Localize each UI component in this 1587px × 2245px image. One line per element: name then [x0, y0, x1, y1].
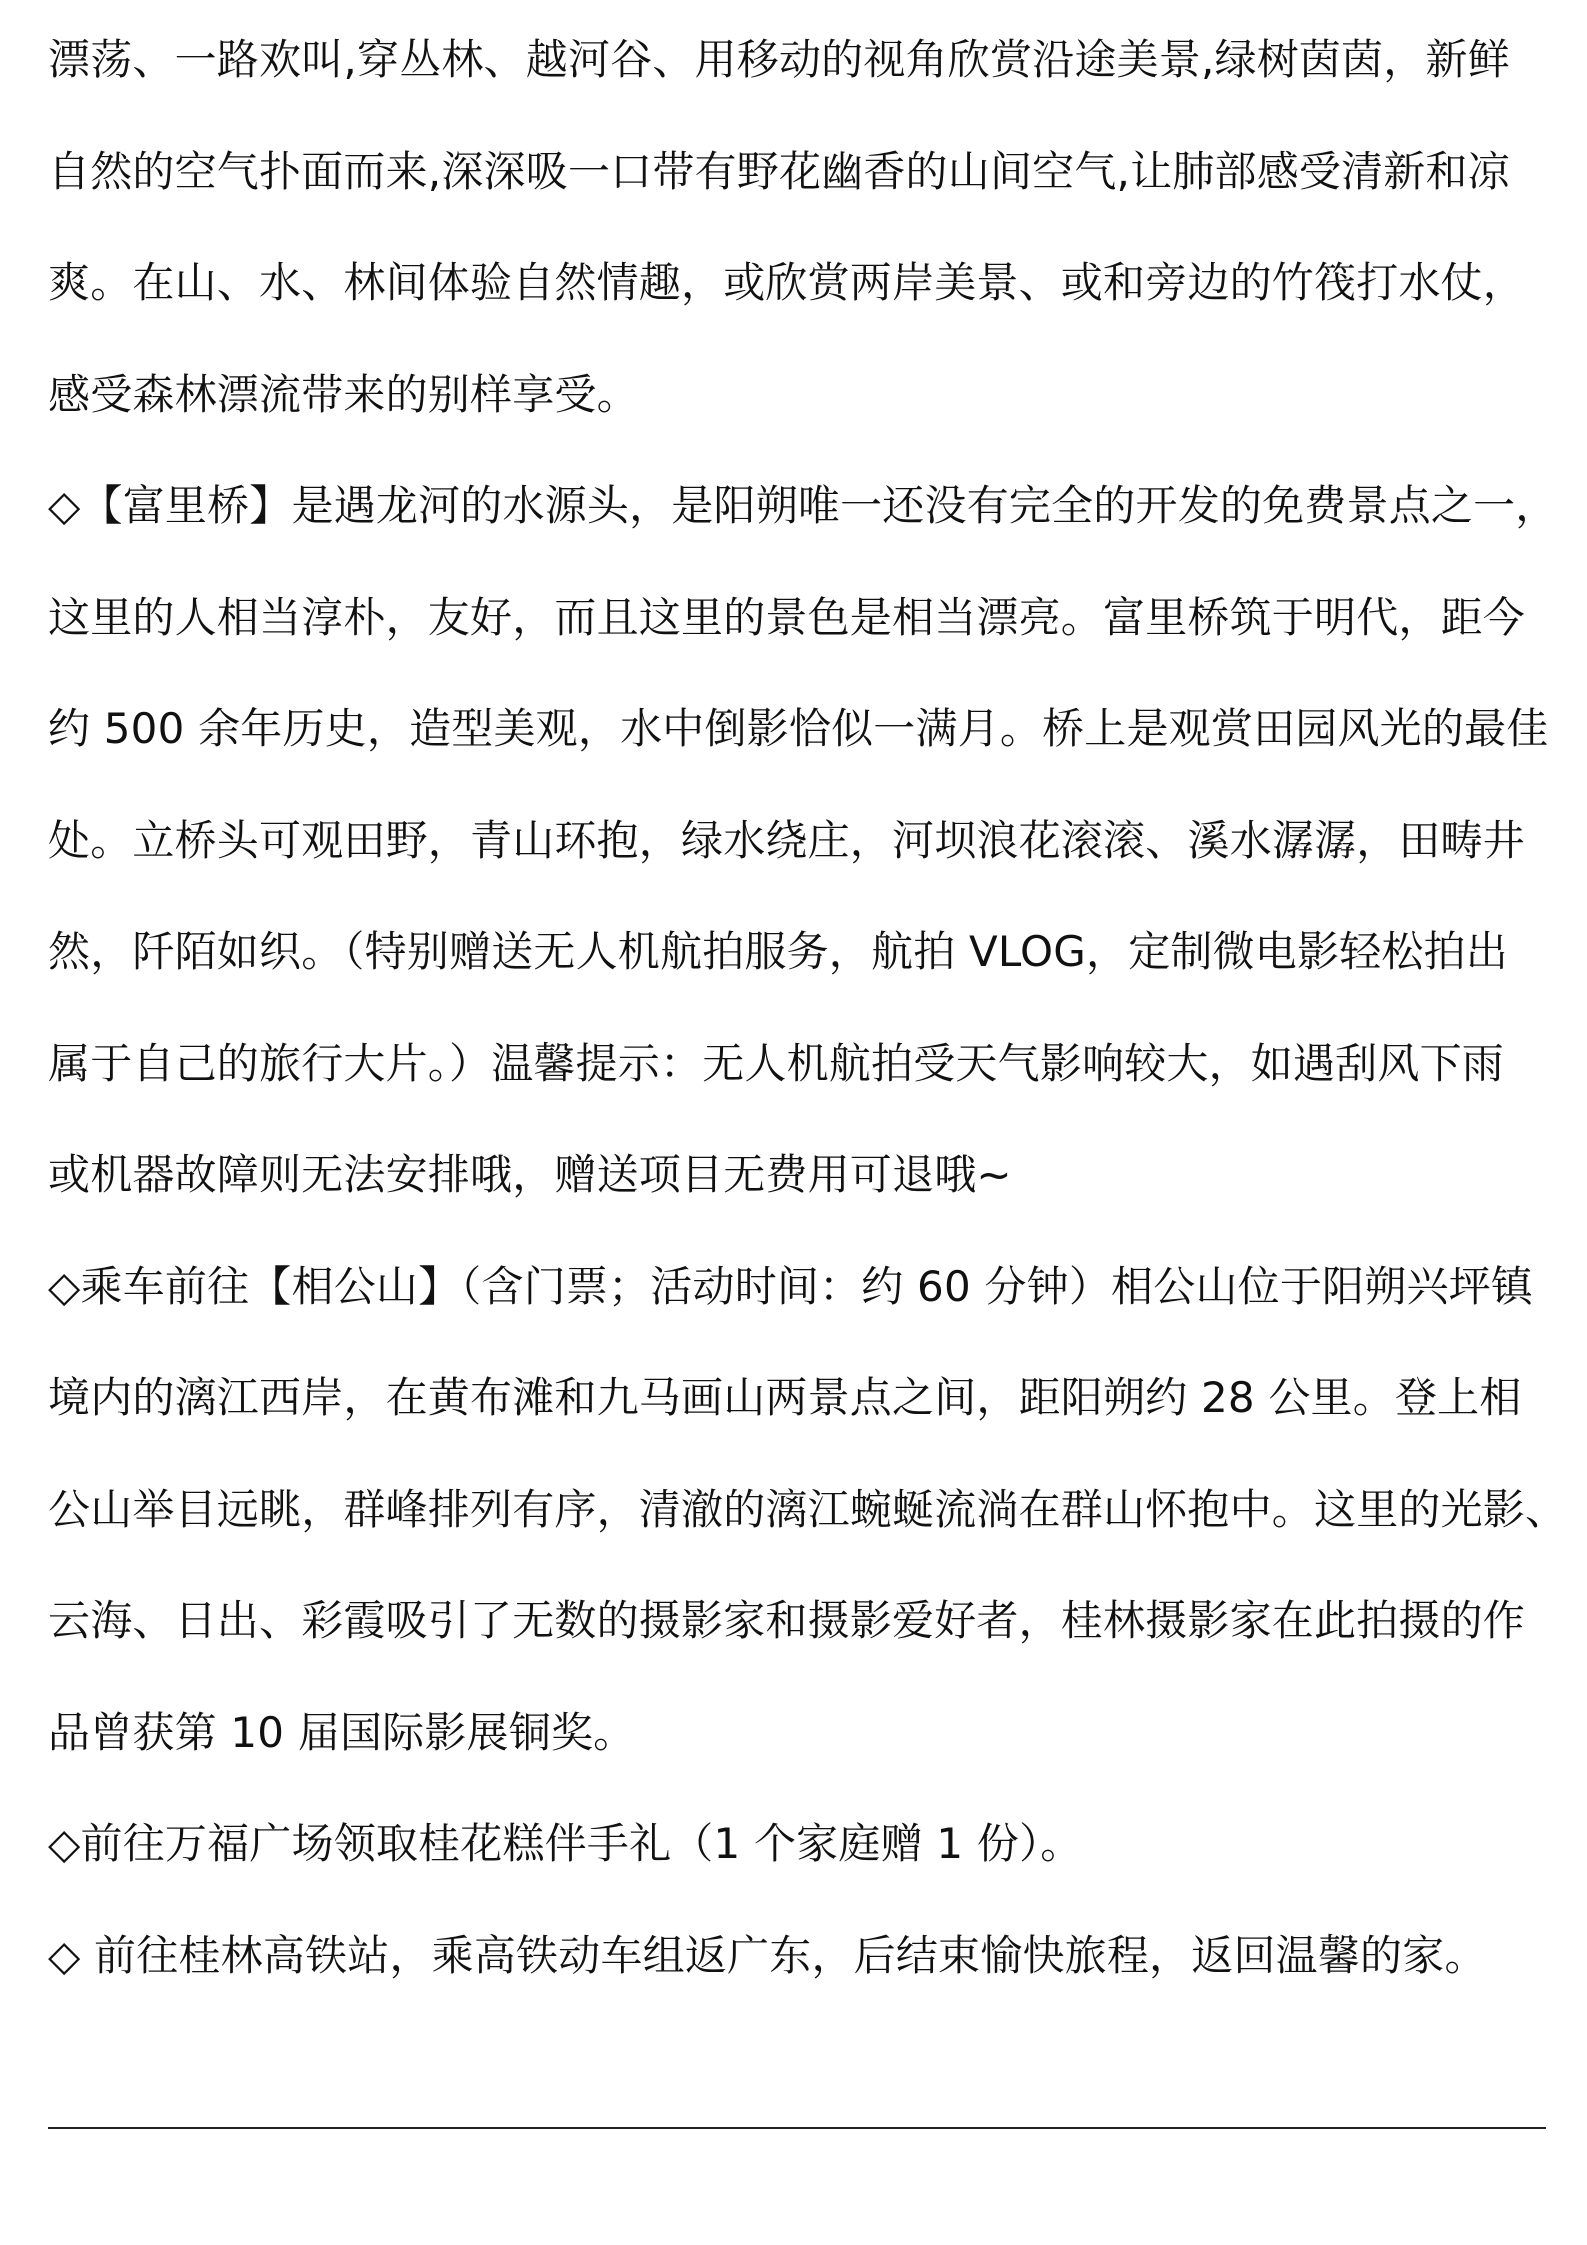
text-line: 爽。在山、水、林间体验自然情趣，或欣赏两岸美景、或和旁边的竹筏打水仗，: [48, 258, 1526, 307]
text-line: ◇ 前往桂林高铁站，乘高铁动车组返广东，后结束愉快旅程，返回温馨的家。: [48, 1930, 1487, 1980]
text-line: 云海、日出、彩霞吸引了无数的摄影家和摄影爱好者，桂林摄影家在此拍摄的作: [48, 1596, 1526, 1645]
text-line: 漂荡、一路欢叫,穿丛林、越河谷、用移动的视角欣赏沿途美景,绿树茵茵，新鲜: [48, 35, 1510, 84]
text-line: 约 500 余年历史，造型美观，水中倒影恰似一满月。桥上是观赏田园风光的最佳: [48, 704, 1549, 753]
text-line: 处。立桥头可观田野，青山环抱，绿水绕庄，河坝浪花滚滚、溪水潺潺，田畴井: [48, 815, 1526, 865]
text-line: ◇乘车前往【相公山】（含门票；活动时间：约 60 分钟）相公山位于阳朔兴坪镇: [48, 1261, 1534, 1311]
text-line: 这里的人相当淳朴，友好，而且这里的景色是相当漂亮。富里桥筑于明代，距今: [48, 592, 1526, 642]
text-line: ◇前往万福广场领取桂花糕伴手礼（1 个家庭赠 1 份）。: [48, 1819, 1083, 1868]
text-line: 品曾获第 10 届国际影展铜奖。: [48, 1707, 636, 1757]
text-line: 属于自己的旅行大片。）温馨提示：无人机航拍受天气影响较大，如遇刮风下雨: [48, 1038, 1505, 1088]
text-line: 公山举目远眺，群峰排列有序，清澈的漓江蜿蜒流淌在群山怀抱中。这里的光影、: [48, 1484, 1568, 1534]
text-line: 自然的空气扑面而来,深深吸一口带有野花幽香的山间空气,让肺部感受清新和凉: [48, 146, 1510, 196]
footer-divider: [48, 2127, 1546, 2129]
document-body: [48, 32, 1568, 2039]
text-line: 或机器故障则无法安排哦，赠送项目无费用可退哦~: [48, 1150, 1012, 1199]
text-line: 境内的漓江西岸，在黄布滩和九马画山两景点之间，距阳朔约 28 公里。登上相: [48, 1373, 1522, 1422]
text-line: ◇【富里桥】是遇龙河的水源头，是阳朔唯一还没有完全的开发的免费景点之一，: [48, 481, 1558, 530]
text-line: 然，阡陌如织。（特别赠送无人机航拍服务，航拍 VLOG，定制微电影轻松拍出: [48, 927, 1508, 976]
text-line: 感受森林漂流带来的别样享受。: [48, 369, 639, 419]
